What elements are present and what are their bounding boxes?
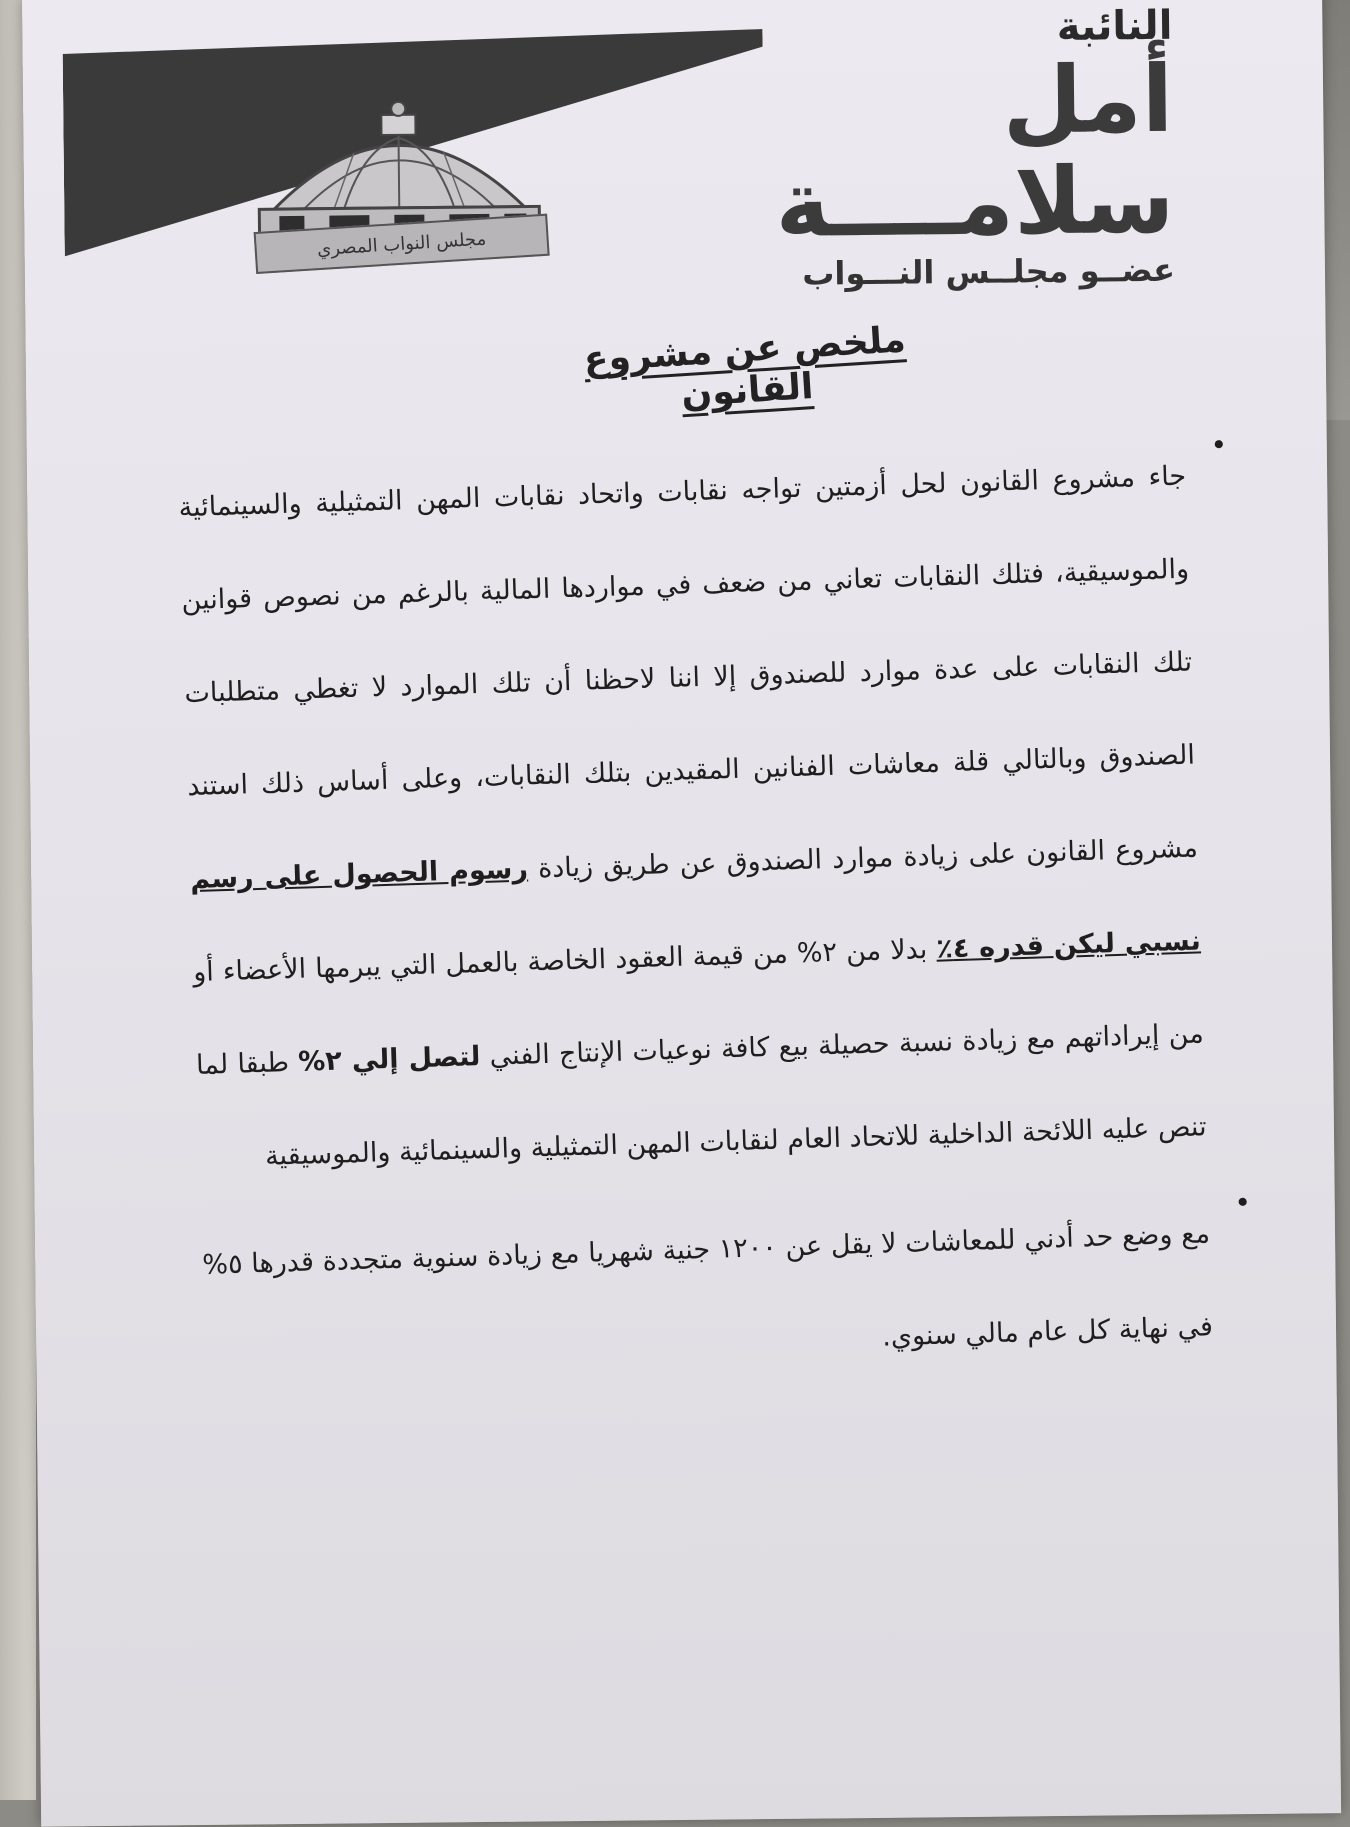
document-body — [177, 428, 1256, 1405]
paragraph-1 — [177, 428, 1250, 1205]
letterhead-name: أمل سلامــــة — [774, 45, 1175, 259]
letterhead-title: النائبة — [1056, 2, 1173, 50]
bullet-icon: • — [1210, 428, 1228, 462]
paragraph-2 — [201, 1186, 1256, 1405]
paragraph-2-text: مع وضع حد أدني للمعاشات لا يقل عن ١٢٠٠ جنية شهريا مع زيادة سنوية متجددة قدرها ٥% في نهاية كل عام مالي سنوي. — [201, 1218, 1214, 1353]
emblem-banner: مجلس النواب المصري — [254, 214, 550, 274]
paragraph-1-emphasis-a: رسوم الحصول على رسم نسبي ليكن قدره ٤٪ — [189, 853, 1202, 965]
letterhead-subtitle: عضــو مجلــس النـــواب — [802, 251, 1176, 294]
letterhead — [752, 3, 1175, 294]
document-page — [22, 0, 1341, 1827]
paragraph-1-emphasis-b: لتصل إلي ٢% — [297, 1041, 481, 1078]
paragraph-1-text-c: طبقا لما تنص عليه اللائحة الداخلية للاتحاد العام لنقابات المهن التمثيلية والسينمائية والموسيقية — [195, 1047, 1208, 1172]
paragraph-1-text-a: جاء مشروع القانون لحل أزمتين تواجه نقابات واتحاد نقابات المهن التمثيلية والسينمائية والموسيقية، فتلك النقابات تعاني من ضعف في مواردها المالية بالرغم من نصوص قوانين تلك النقابات على عدة موارد للصندوق إلا اننا لاحظنا أن تلك الموارد لا تغطي متطلبات الصندوق وبالتالي قلة معاشات الفنانين المقيدين بتلك النقابات، وعلى أساس ذلك استند مشروع القانون على زيادة موارد الصندوق عن طريق زيادة — [178, 460, 1199, 885]
parliament-dome-icon — [233, 91, 565, 284]
paragraph-1-text-b: بدلا من ٢% من قيمة العقود الخاصة بالعمل التي يبرمها الأعضاء أو من إيراداتهم مع زيادة نسبة حصيلة بيع كافة نوعيات الإنتاج الفني — [192, 933, 1205, 1072]
document-title: ملخص عن مشروع القانون — [582, 319, 907, 416]
bullet-icon: • — [1233, 1185, 1252, 1220]
